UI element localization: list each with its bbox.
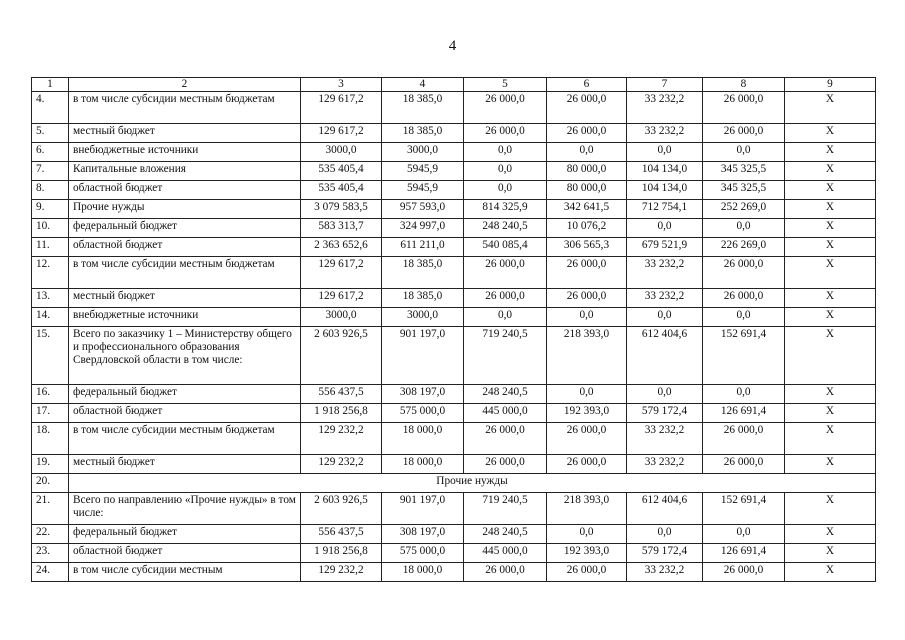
value-cell: 345 325,5: [703, 162, 785, 181]
value-cell: 33 232,2: [627, 257, 703, 289]
value-cell: 26 000,0: [547, 124, 627, 143]
table-row: [32, 219, 876, 238]
value-cell: 10 076,2: [547, 219, 627, 238]
value-cell: 583 313,7: [301, 219, 382, 238]
item-name-cell: областной бюджет: [69, 404, 301, 423]
item-name-cell: областной бюджет: [69, 181, 301, 200]
value-cell: 218 393,0: [547, 493, 627, 525]
value-cell: 2 603 926,5: [301, 493, 382, 525]
row-number-cell: 5.: [32, 124, 69, 143]
value-cell: 0,0: [703, 143, 785, 162]
value-cell: 26 000,0: [703, 423, 785, 455]
item-name-cell: Прочие нужды: [69, 200, 301, 219]
value-cell: 26 000,0: [547, 563, 627, 582]
value-cell: 0,0: [627, 308, 703, 327]
column-header: 8: [703, 78, 785, 92]
mark-cell: X: [785, 238, 876, 257]
value-cell: 535 405,4: [301, 181, 382, 200]
value-cell: 0,0: [464, 162, 547, 181]
table-row: [32, 181, 876, 200]
value-cell: 2 603 926,5: [301, 327, 382, 385]
value-cell: 33 232,2: [627, 563, 703, 582]
mark-cell: X: [785, 563, 876, 582]
value-cell: 252 269,0: [703, 200, 785, 219]
value-cell: 3 079 583,5: [301, 200, 382, 219]
value-cell: 0,0: [627, 525, 703, 544]
value-cell: 26 000,0: [547, 92, 627, 124]
row-number-cell: 12.: [32, 257, 69, 289]
row-number-cell: 14.: [32, 308, 69, 327]
value-cell: 556 437,5: [301, 525, 382, 544]
value-cell: 129 617,2: [301, 257, 382, 289]
table-row: [32, 200, 876, 219]
row-number-cell: 4.: [32, 92, 69, 124]
value-cell: 612 404,6: [627, 493, 703, 525]
row-number-cell: 6.: [32, 143, 69, 162]
value-cell: 575 000,0: [382, 544, 464, 563]
item-name-cell: областной бюджет: [69, 544, 301, 563]
value-cell: 540 085,4: [464, 238, 547, 257]
value-cell: 18 000,0: [382, 563, 464, 582]
value-cell: 0,0: [703, 525, 785, 544]
row-number-cell: 24.: [32, 563, 69, 582]
mark-cell: X: [785, 219, 876, 238]
item-name-cell: в том числе субсидии местным бюджетам: [69, 423, 301, 455]
value-cell: 248 240,5: [464, 525, 547, 544]
item-name-cell: Капитальные вложения: [69, 162, 301, 181]
value-cell: 0,0: [464, 143, 547, 162]
value-cell: 104 134,0: [627, 181, 703, 200]
column-header: 9: [785, 78, 876, 92]
value-cell: 345 325,5: [703, 181, 785, 200]
table-row: [32, 238, 876, 257]
value-cell: 33 232,2: [627, 124, 703, 143]
item-name-cell: областной бюджет: [69, 238, 301, 257]
value-cell: 712 754,1: [627, 200, 703, 219]
value-cell: 0,0: [703, 385, 785, 404]
value-cell: 129 617,2: [301, 92, 382, 124]
item-name-cell: местный бюджет: [69, 455, 301, 474]
item-name-cell: Всего по заказчику 1 – Министерству общего и профессионального образования Свердловской области в том числе:: [69, 327, 301, 385]
value-cell: 33 232,2: [627, 455, 703, 474]
value-cell: 445 000,0: [464, 404, 547, 423]
value-cell: 26 000,0: [547, 257, 627, 289]
section-title-cell: Прочие нужды: [69, 474, 876, 493]
value-cell: 1 918 256,8: [301, 544, 382, 563]
mark-cell: X: [785, 404, 876, 423]
value-cell: 192 393,0: [547, 544, 627, 563]
table-row: [32, 143, 876, 162]
value-cell: 0,0: [547, 308, 627, 327]
table-row: [32, 493, 876, 525]
value-cell: 26 000,0: [464, 257, 547, 289]
item-name-cell: Всего по направлению «Прочие нужды» в том числе:: [69, 493, 301, 525]
item-name-cell: федеральный бюджет: [69, 525, 301, 544]
value-cell: 612 404,6: [627, 327, 703, 385]
table-row: [32, 563, 876, 582]
value-cell: 26 000,0: [464, 289, 547, 308]
item-name-cell: в том числе субсидии местным: [69, 563, 301, 582]
value-cell: 18 000,0: [382, 423, 464, 455]
table-row: [32, 455, 876, 474]
row-number-cell: 17.: [32, 404, 69, 423]
value-cell: 129 232,2: [301, 423, 382, 455]
mark-cell: X: [785, 92, 876, 124]
value-cell: 33 232,2: [627, 423, 703, 455]
value-cell: 535 405,4: [301, 162, 382, 181]
value-cell: 0,0: [627, 219, 703, 238]
mark-cell: X: [785, 493, 876, 525]
table-row: [32, 124, 876, 143]
value-cell: 445 000,0: [464, 544, 547, 563]
value-cell: 5945,9: [382, 181, 464, 200]
row-number-cell: 21.: [32, 493, 69, 525]
value-cell: 3000,0: [301, 308, 382, 327]
item-name-cell: местный бюджет: [69, 124, 301, 143]
value-cell: 33 232,2: [627, 92, 703, 124]
value-cell: 18 000,0: [382, 455, 464, 474]
mark-cell: X: [785, 257, 876, 289]
table-row: [32, 525, 876, 544]
value-cell: 80 000,0: [547, 181, 627, 200]
value-cell: 26 000,0: [464, 124, 547, 143]
value-cell: 324 997,0: [382, 219, 464, 238]
mark-cell: X: [785, 525, 876, 544]
mark-cell: X: [785, 124, 876, 143]
value-cell: 957 593,0: [382, 200, 464, 219]
item-name-cell: в том числе субсидии местным бюджетам: [69, 92, 301, 124]
value-cell: 0,0: [627, 143, 703, 162]
value-cell: 901 197,0: [382, 327, 464, 385]
row-number-cell: 7.: [32, 162, 69, 181]
value-cell: 248 240,5: [464, 219, 547, 238]
value-cell: 579 172,4: [627, 544, 703, 563]
row-number-cell: 16.: [32, 385, 69, 404]
column-header: 4: [382, 78, 464, 92]
value-cell: 26 000,0: [547, 289, 627, 308]
value-cell: 719 240,5: [464, 493, 547, 525]
column-header: 7: [627, 78, 703, 92]
table-row: [32, 404, 876, 423]
column-header: 5: [464, 78, 547, 92]
value-cell: 26 000,0: [703, 92, 785, 124]
value-cell: 26 000,0: [547, 423, 627, 455]
row-number-cell: 23.: [32, 544, 69, 563]
row-number-cell: 15.: [32, 327, 69, 385]
value-cell: 0,0: [547, 525, 627, 544]
mark-cell: X: [785, 200, 876, 219]
value-cell: 1 918 256,8: [301, 404, 382, 423]
value-cell: 26 000,0: [464, 455, 547, 474]
value-cell: 26 000,0: [703, 563, 785, 582]
column-header: 6: [547, 78, 627, 92]
table-row: [32, 544, 876, 563]
item-name-cell: местный бюджет: [69, 289, 301, 308]
value-cell: 26 000,0: [703, 124, 785, 143]
value-cell: 26 000,0: [464, 92, 547, 124]
item-name-cell: внебюджетные источники: [69, 143, 301, 162]
row-number-cell: 20.: [32, 474, 69, 493]
item-name-cell: внебюджетные источники: [69, 308, 301, 327]
value-cell: 26 000,0: [464, 423, 547, 455]
table-row: [32, 257, 876, 289]
row-number-cell: 13.: [32, 289, 69, 308]
row-number-cell: 18.: [32, 423, 69, 455]
value-cell: 901 197,0: [382, 493, 464, 525]
mark-cell: X: [785, 162, 876, 181]
value-cell: 18 385,0: [382, 257, 464, 289]
table-body: [32, 78, 876, 582]
value-cell: 126 691,4: [703, 544, 785, 563]
value-cell: 0,0: [464, 308, 547, 327]
value-cell: 814 325,9: [464, 200, 547, 219]
budget-table: [31, 77, 876, 582]
value-cell: 579 172,4: [627, 404, 703, 423]
mark-cell: X: [785, 289, 876, 308]
value-cell: 556 437,5: [301, 385, 382, 404]
value-cell: 152 691,4: [703, 327, 785, 385]
value-cell: 104 134,0: [627, 162, 703, 181]
value-cell: 26 000,0: [703, 289, 785, 308]
mark-cell: X: [785, 143, 876, 162]
value-cell: 3000,0: [382, 143, 464, 162]
value-cell: 26 000,0: [547, 455, 627, 474]
table-row: [32, 162, 876, 181]
value-cell: 129 617,2: [301, 289, 382, 308]
row-number-cell: 19.: [32, 455, 69, 474]
value-cell: 0,0: [703, 219, 785, 238]
value-cell: 679 521,9: [627, 238, 703, 257]
column-header: 1: [32, 78, 69, 92]
value-cell: 575 000,0: [382, 404, 464, 423]
row-number-cell: 10.: [32, 219, 69, 238]
item-name-cell: федеральный бюджет: [69, 219, 301, 238]
value-cell: 152 691,4: [703, 493, 785, 525]
value-cell: 2 363 652,6: [301, 238, 382, 257]
row-number-cell: 8.: [32, 181, 69, 200]
value-cell: 26 000,0: [464, 563, 547, 582]
value-cell: 0,0: [703, 308, 785, 327]
mark-cell: X: [785, 385, 876, 404]
item-name-cell: в том числе субсидии местным бюджетам: [69, 257, 301, 289]
mark-cell: X: [785, 181, 876, 200]
table-row: [32, 423, 876, 455]
item-name-cell: федеральный бюджет: [69, 385, 301, 404]
mark-cell: X: [785, 308, 876, 327]
value-cell: 129 232,2: [301, 455, 382, 474]
value-cell: 5945,9: [382, 162, 464, 181]
value-cell: 218 393,0: [547, 327, 627, 385]
value-cell: 0,0: [547, 143, 627, 162]
value-cell: 226 269,0: [703, 238, 785, 257]
mark-cell: X: [785, 327, 876, 385]
value-cell: 129 232,2: [301, 563, 382, 582]
value-cell: 18 385,0: [382, 92, 464, 124]
page-number: 4: [448, 38, 457, 54]
value-cell: 342 641,5: [547, 200, 627, 219]
value-cell: 18 385,0: [382, 124, 464, 143]
value-cell: 0,0: [547, 385, 627, 404]
row-number-cell: 9.: [32, 200, 69, 219]
mark-cell: X: [785, 455, 876, 474]
mark-cell: X: [785, 423, 876, 455]
mark-cell: X: [785, 544, 876, 563]
value-cell: 33 232,2: [627, 289, 703, 308]
value-cell: 308 197,0: [382, 525, 464, 544]
value-cell: 719 240,5: [464, 327, 547, 385]
value-cell: 129 617,2: [301, 124, 382, 143]
value-cell: 0,0: [627, 385, 703, 404]
table-row: [32, 308, 876, 327]
section-row: [32, 474, 876, 493]
value-cell: 192 393,0: [547, 404, 627, 423]
value-cell: 306 565,3: [547, 238, 627, 257]
row-number-cell: 11.: [32, 238, 69, 257]
value-cell: 18 385,0: [382, 289, 464, 308]
value-cell: 126 691,4: [703, 404, 785, 423]
header-row: [32, 78, 876, 92]
value-cell: 248 240,5: [464, 385, 547, 404]
table-row: [32, 92, 876, 124]
table-row: [32, 385, 876, 404]
value-cell: 0,0: [464, 181, 547, 200]
table-row: [32, 327, 876, 385]
value-cell: 26 000,0: [703, 455, 785, 474]
value-cell: 80 000,0: [547, 162, 627, 181]
value-cell: 3000,0: [382, 308, 464, 327]
table-row: [32, 289, 876, 308]
value-cell: 308 197,0: [382, 385, 464, 404]
column-header: 3: [301, 78, 382, 92]
row-number-cell: 22.: [32, 525, 69, 544]
value-cell: 3000,0: [301, 143, 382, 162]
value-cell: 26 000,0: [703, 257, 785, 289]
column-header: 2: [69, 78, 301, 92]
value-cell: 611 211,0: [382, 238, 464, 257]
